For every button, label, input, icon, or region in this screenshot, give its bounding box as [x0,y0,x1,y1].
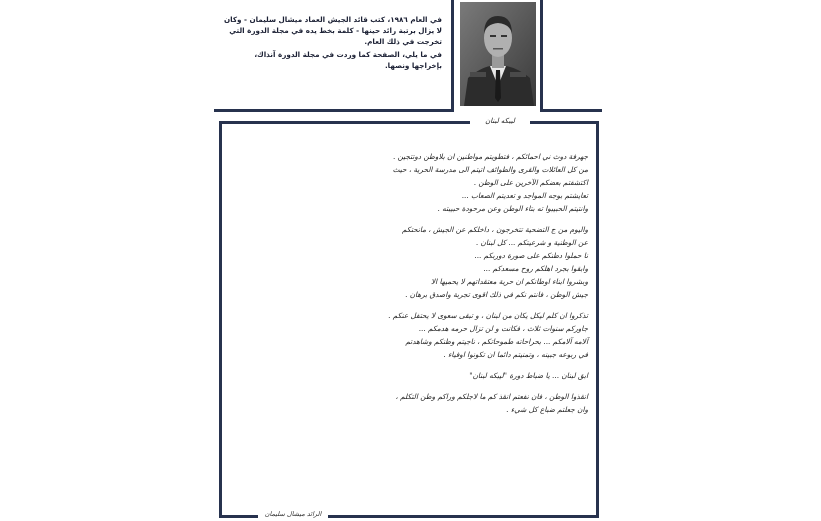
signature: الرائد ميشال سليمان [258,507,328,521]
intro-paragraph-1: في العام ١٩٨٦، كتب قائد الجيش العماد ميشال سليمان - وكان لا يزال برتبة رائد حينها - كلمة بخط يده في مجلة الدورة التي تخرجت في ذلك العام. [223,15,442,46]
letter-line: اكتشفتم بعضكم الآخرين على الوطن . [473,178,588,187]
letter-line: انقذوا الوطن ، فان نفعتم انقذ كم ما لاجلكم وراكم وطن التكلم ، [395,392,588,401]
letter-paragraph-2 [238,223,588,301]
intro-text [224,14,442,71]
letter-line: جاوركم سنوات ثلاث ، فكانت و لن تزال حرمه هدمكم ... [418,324,588,333]
letter-paragraph-4 [238,369,588,382]
letter-line: في ربوعه جبينه ، وتمنيتم دائما ان تكونوا اوفياء . [443,350,588,359]
letter-line: واليوم من ج التضحية تتخرجون ، داخلكم عن الجيش ، مانحتكم [402,225,588,234]
portrait-image [460,2,536,106]
letter-line: تذكروا ان كلم ليكل يكان من لبنان ، و تبقى سعوى لا يحتفل عنكم . [388,311,588,320]
intro-paragraph-2: في ما يلي، الصفحة كما وردت في مجلة الدورة آنذاك، بإخراجها ونصها. [254,50,442,70]
handwritten-letter [238,150,588,416]
letter-line: من كل العائلات والقرى والطوائف اتيتم الى مدرسة الحرية ، حيث [392,165,588,174]
letter-line: نا حملوا دطنكم على صورة دوربكم ... [474,251,588,260]
letter-line: تعايشتم بوجه المواجد و تعديتم الصعاب ... [461,191,588,200]
letter-line: آلامه آلامكم ... بحراحاته طموحاتكم ، ناجيتم وطنكم وشاهدتم [405,337,588,346]
letter-line: ابق لبنان ... يا ضباط دورة "ليبكه لبنان" [469,371,588,380]
letter-line: جيش الوطن ، فانتم نكم في ذلك اقوى تجربة واصدق برهان . [405,290,588,299]
letter-line: عن الوطنية و شرعيتكم ... كل لبنان . [475,238,588,247]
letter-paragraph-3 [238,309,588,361]
letter-line: وانتيتم الحبيبوا ته بتاء الوطن وعن مرحودة حبيبته . [437,204,588,213]
portrait-photo [460,2,536,106]
letter-line: وان جعلتم ضباع كل شيء . [506,405,588,414]
letter-paragraph-1 [238,150,588,215]
letter-line: وابقوا بجرد اهلكم روح مسعدكم ... [483,264,588,273]
letter-line: جهرفة دوث ني احمائكم ، فتطويتم مواطنين ان بلاوطن دوتتجين . [393,152,588,161]
letter-paragraph-5 [238,390,588,416]
letter-line: وبشروا ابناء اوطانكم ان حرية معتقداتهم لا يحميها الا [430,277,588,286]
letter-heading: ليبكه لبنان [470,113,530,129]
photo-frame-right [540,0,602,112]
